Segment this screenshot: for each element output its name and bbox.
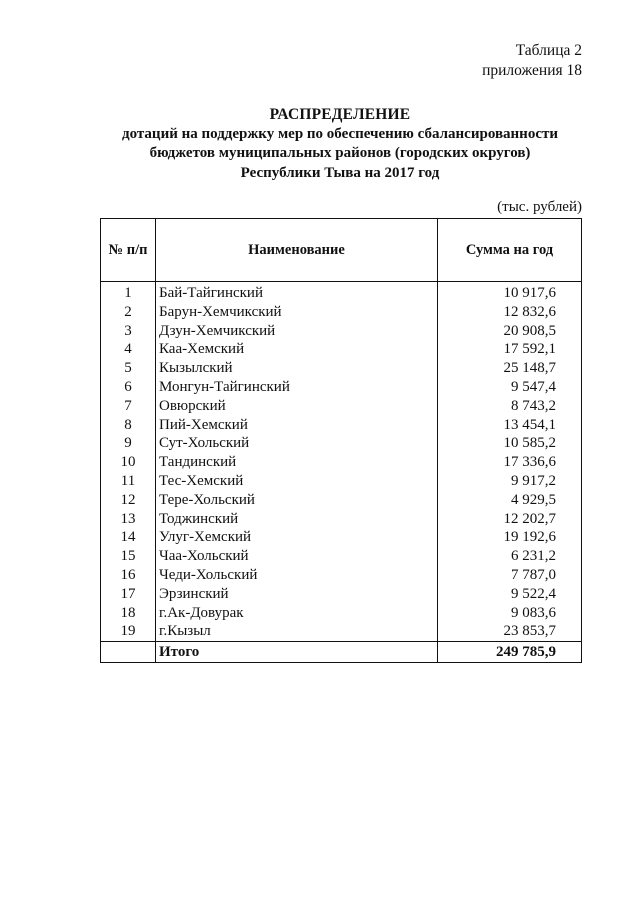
title-heading: РАСПРЕДЕЛЕНИЕ <box>269 106 411 123</box>
row-number: 17 <box>101 585 156 604</box>
row-sum: 25 148,7 <box>438 359 582 378</box>
row-sum: 9 917,2 <box>438 472 582 491</box>
row-sum: 12 202,7 <box>438 510 582 529</box>
district-name: Улуг-Хемский <box>156 528 438 547</box>
row-sum: 17 592,1 <box>438 340 582 359</box>
row-sum: 8 743,2 <box>438 397 582 416</box>
table-body <box>101 282 582 642</box>
row-sum: 9 522,4 <box>438 585 582 604</box>
row-number: 9 <box>101 434 156 453</box>
row-sum: 10 917,6 <box>438 282 582 303</box>
table-row <box>101 397 582 416</box>
district-name: Каа-Хемский <box>156 340 438 359</box>
table-number: Таблица 2 <box>515 42 582 59</box>
row-number: 18 <box>101 604 156 623</box>
district-name: Чеди-Хольский <box>156 566 438 585</box>
district-name: Овюрский <box>156 397 438 416</box>
row-number: 6 <box>101 378 156 397</box>
total-row <box>101 642 582 663</box>
table-row <box>101 585 582 604</box>
district-name: Барун-Хемчикский <box>156 303 438 322</box>
row-sum: 10 585,2 <box>438 434 582 453</box>
district-name: Тере-Хольский <box>156 491 438 510</box>
row-number: 11 <box>101 472 156 491</box>
row-sum: 4 929,5 <box>438 491 582 510</box>
district-name: Сут-Хольский <box>156 434 438 453</box>
total-label: Итого <box>156 642 438 663</box>
row-number: 3 <box>101 322 156 341</box>
row-sum: 9 547,4 <box>438 378 582 397</box>
row-sum: 12 832,6 <box>438 303 582 322</box>
total-number-cell <box>101 642 156 663</box>
total-sum: 249 785,9 <box>438 642 582 663</box>
table-row <box>101 510 582 529</box>
table-row <box>101 282 582 303</box>
table-row <box>101 491 582 510</box>
district-name: Тоджинский <box>156 510 438 529</box>
table-row <box>101 528 582 547</box>
row-number: 4 <box>101 340 156 359</box>
table-row <box>101 359 582 378</box>
table-row <box>101 566 582 585</box>
table-row <box>101 378 582 397</box>
row-number: 5 <box>101 359 156 378</box>
title-line-2: дотаций на поддержку мер по обеспечению сбалансированности <box>121 125 558 142</box>
row-sum: 19 192,6 <box>438 528 582 547</box>
column-header-number: № п/п <box>101 219 156 282</box>
row-number: 7 <box>101 397 156 416</box>
units-label: (тыс. рублей) <box>497 199 582 215</box>
row-number: 8 <box>101 416 156 435</box>
table-row <box>101 453 582 472</box>
table-row <box>101 604 582 623</box>
district-name: Пий-Хемский <box>156 416 438 435</box>
table-row <box>101 303 582 322</box>
row-number: 10 <box>101 453 156 472</box>
district-name: Тандинский <box>156 453 438 472</box>
table-row <box>101 340 582 359</box>
table-row <box>101 472 582 491</box>
district-name: г.Ак-Довурак <box>156 604 438 623</box>
table-row <box>101 322 582 341</box>
table-row <box>101 416 582 435</box>
district-name: Монгун-Тайгинский <box>156 378 438 397</box>
table-header-row <box>101 219 582 282</box>
district-name: г.Кызыл <box>156 622 438 641</box>
row-sum: 7 787,0 <box>438 566 582 585</box>
district-name: Чаа-Хольский <box>156 547 438 566</box>
row-sum: 13 454,1 <box>438 416 582 435</box>
table-row <box>101 622 582 641</box>
row-sum: 9 083,6 <box>438 604 582 623</box>
row-number: 14 <box>101 528 156 547</box>
row-number: 19 <box>101 622 156 641</box>
distribution-table <box>100 218 582 663</box>
column-header-name: Наименование <box>156 219 438 282</box>
title-line-4: Республики Тыва на 2017 год <box>240 164 440 181</box>
appendix-number: приложения 18 <box>482 62 582 79</box>
row-number: 12 <box>101 491 156 510</box>
row-sum: 17 336,6 <box>438 453 582 472</box>
document-title <box>90 105 590 183</box>
table-row <box>101 547 582 566</box>
row-sum: 6 231,2 <box>438 547 582 566</box>
row-sum: 20 908,5 <box>438 322 582 341</box>
row-number: 1 <box>101 282 156 303</box>
district-name: Бай-Тайгинский <box>156 282 438 303</box>
district-name: Кызылский <box>156 359 438 378</box>
district-name: Тес-Хемский <box>156 472 438 491</box>
title-line-3: бюджетов муниципальных районов (городских округов) <box>149 145 531 161</box>
row-number: 2 <box>101 303 156 322</box>
table-row <box>101 434 582 453</box>
district-name: Дзун-Хемчикский <box>156 322 438 341</box>
row-number: 13 <box>101 510 156 529</box>
row-number: 16 <box>101 566 156 585</box>
row-sum: 23 853,7 <box>438 622 582 641</box>
column-header-sum: Сумма на год <box>438 219 582 282</box>
row-number: 15 <box>101 547 156 566</box>
district-name: Эрзинский <box>156 585 438 604</box>
appendix-reference <box>482 41 582 81</box>
